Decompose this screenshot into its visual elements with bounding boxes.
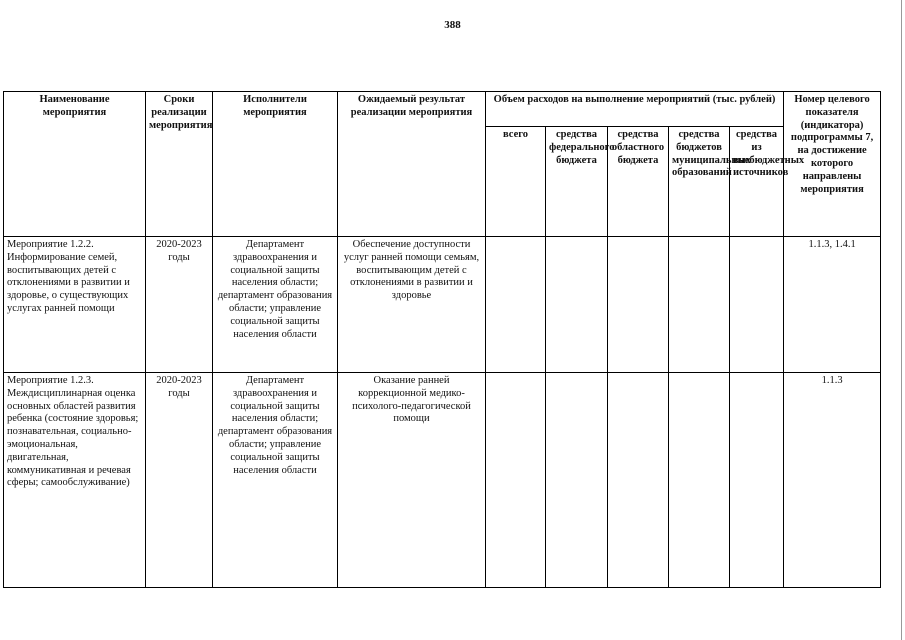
header-federal: средства федерального бюджета bbox=[546, 127, 608, 237]
cell-regional bbox=[608, 373, 669, 588]
cell-offbudget bbox=[730, 373, 784, 588]
header-volume: Объем расходов на выполнение мероприятий (тыс. рублей) bbox=[486, 92, 784, 127]
page-number: 388 bbox=[444, 19, 461, 31]
page-edge-line bbox=[901, 0, 902, 640]
header-result: Ожидаемый результат реализации мероприятия bbox=[338, 92, 486, 237]
table-row bbox=[4, 373, 881, 588]
header-regional: средства областного бюджета bbox=[608, 127, 669, 237]
header-indicator: Номер целевого показателя (индикатора) подпрограммы 7, на достижение которого направлены мероприятия bbox=[784, 92, 881, 237]
measure-name: Мероприятие 1.2.3. Междисциплинарная оценка основных областей развития ребенка (состояние здоровья; познавательная, социально-эмоциональная, двигательная, коммуникативная и речевая сферы; самообслуживание) bbox=[4, 373, 146, 588]
measure-indicator: 1.1.3 bbox=[784, 373, 881, 588]
measure-result: Обеспечение доступности услуг ранней помощи семьям, воспитывающим детей с отклонениями в развитии и здоровье bbox=[338, 237, 486, 373]
cell-total bbox=[486, 373, 546, 588]
header-terms: Сроки реализации мероприятия bbox=[146, 92, 213, 237]
measure-terms: 2020-2023 годы bbox=[146, 373, 213, 588]
measure-terms: 2020-2023 годы bbox=[146, 237, 213, 373]
cell-total bbox=[486, 237, 546, 373]
cell-regional bbox=[608, 237, 669, 373]
measure-executors: Департамент здравоохранения и социальной защиты населения области; департамент образования области; управление социальной защиты населения области bbox=[213, 373, 338, 588]
header-executors: Исполнители мероприятия bbox=[213, 92, 338, 237]
measures-table bbox=[3, 91, 881, 588]
measure-executors: Департамент здравоохранения и социальной защиты населения области; департамент образования области; управление социальной защиты населения области bbox=[213, 237, 338, 373]
cell-municipal bbox=[669, 373, 730, 588]
cell-municipal bbox=[669, 237, 730, 373]
measure-indicator: 1.1.3, 1.4.1 bbox=[784, 237, 881, 373]
table-row bbox=[4, 237, 881, 373]
measure-name: Мероприятие 1.2.2. Информирование семей, воспитывающих детей с отклонениями в развитии и здоровье, о существующих услугах ранней помощи bbox=[4, 237, 146, 373]
measure-result: Оказание ранней коррекционной медико-психолого-педагогической помощи bbox=[338, 373, 486, 588]
header-total: всего bbox=[486, 127, 546, 237]
cell-federal bbox=[546, 373, 608, 588]
header-offbudget: средства из внебюджетных источников bbox=[730, 127, 784, 237]
cell-federal bbox=[546, 237, 608, 373]
header-name: Наименование мероприятия bbox=[4, 92, 146, 237]
header-municipal: средства бюджетов муниципальных образований bbox=[669, 127, 730, 237]
cell-offbudget bbox=[730, 237, 784, 373]
